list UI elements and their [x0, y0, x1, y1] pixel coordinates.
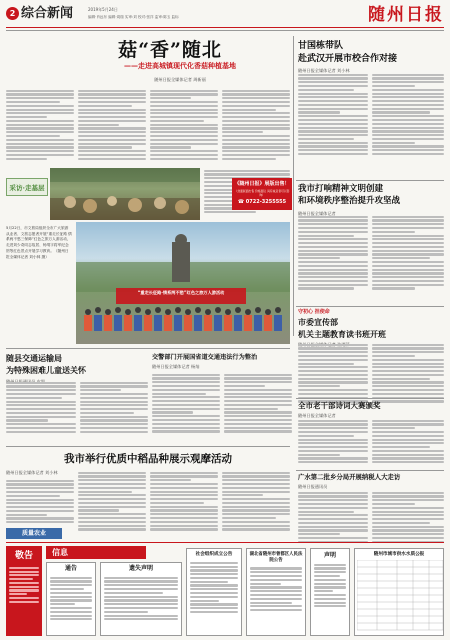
transport-top-rule	[6, 348, 290, 349]
statement-title: 声明	[323, 552, 336, 559]
product-byline: 随州日报全媒体记者 刘小林	[6, 470, 58, 475]
hero-title: 广水第二批乡分局开展纳税人大走访	[298, 473, 401, 481]
brand-tag	[6, 528, 62, 539]
traffic-col-1	[152, 372, 220, 434]
ad-sale-title: 《随州日报》展版出售！	[234, 181, 290, 187]
society-lines	[187, 558, 241, 617]
civility-title-1: 我市打响精神文明创建	[298, 184, 384, 194]
lost-title: 遗失声明	[128, 565, 153, 572]
traffic-byline: 随州日报全媒体记者 杨灿	[152, 364, 200, 370]
court-box	[246, 548, 306, 636]
ad-sale-phone: ☎ 0722-3255555	[237, 199, 287, 206]
right-top-title-2: 赴武汉开展市校合作对接	[298, 54, 398, 65]
hero-byline: 随州日报通讯员	[298, 483, 328, 489]
study-kicker: 守初心 担使命	[298, 309, 330, 315]
transport-col-2	[80, 380, 148, 435]
hero-col-1	[298, 490, 368, 545]
hero-headline	[298, 473, 444, 489]
right-top-headline	[298, 40, 444, 74]
transport-title-2: 为特殊困难儿童送关怀	[6, 365, 86, 375]
right-column-divider	[293, 36, 294, 336]
society-box	[186, 548, 242, 636]
right-top-col-2	[372, 72, 444, 157]
product-col-3	[150, 470, 218, 532]
section-title: 综合新闻	[21, 6, 74, 21]
kicker-box	[6, 178, 48, 196]
lead-col-1	[6, 88, 74, 161]
date-line: 2019年5月24日	[88, 7, 118, 12]
lead-subtitle: ——走进高城镇现代化香菇种植基地	[124, 62, 236, 70]
civility-col-1	[298, 214, 368, 291]
masthead-thin-rule	[6, 30, 444, 31]
water-quality-title: 随州市城市供水水质公报	[373, 552, 425, 557]
paper-logo	[368, 4, 444, 27]
mushroom-photo	[50, 168, 200, 220]
statement-lines	[311, 560, 349, 611]
workers-title: 全市老干部诗词大赛颁奖	[298, 401, 381, 410]
right-top-byline: 随州日报全媒体记者 刘小林	[298, 68, 350, 74]
product-col-4	[222, 470, 290, 532]
study-col-2	[372, 342, 444, 404]
lead-title-text: 菇“香”随北	[118, 39, 222, 61]
brand-tag-text: 质量农业	[21, 530, 46, 537]
study-top-rule	[296, 306, 444, 307]
mushroom-photo-graphic	[50, 168, 200, 220]
lead-col-3	[150, 88, 218, 161]
hero-col-2	[372, 490, 444, 545]
court-title: 湖北省随州市曾都区人民法院公告	[249, 552, 303, 563]
workers-top-rule	[296, 398, 444, 399]
court-lines	[247, 564, 305, 615]
water-quality-box	[354, 548, 444, 636]
notice-lines	[47, 573, 95, 624]
group-photo-graphic	[76, 222, 290, 344]
civility-top-rule	[296, 180, 444, 181]
society-title: 社会组织成立公告	[195, 552, 233, 557]
group-photo-banner: “重走长征路·情系两不愁”红色之旅万人游活动	[137, 290, 225, 295]
lead-title	[70, 38, 270, 64]
product-title: 我市举行优质中稻品种展示观摩活动	[64, 453, 232, 465]
editor-line: 编辑·肖远东 编辑·周瑞 实审:刘 校对:张洋 监审:陈玉 监标	[88, 15, 179, 19]
ad-sale-box[interactable]	[232, 178, 292, 210]
info-header	[46, 546, 146, 559]
civility-title-2: 和环境秩序整治提升攻坚战	[298, 196, 401, 207]
transport-col-1	[6, 380, 76, 435]
page-number: 2	[9, 9, 16, 18]
civility-col-2	[372, 214, 444, 291]
lost-lines	[101, 573, 181, 624]
right-top-title-1: 甘国栋带队	[298, 41, 344, 51]
paper-name: 随州日报	[368, 5, 444, 25]
product-col-2	[78, 470, 146, 532]
traffic-title: 交警部门开展国省道交通违法行为整治	[152, 354, 258, 361]
lead-col-4	[222, 88, 290, 161]
water-quality-table	[357, 560, 443, 632]
info-title: 信息	[52, 548, 68, 557]
transport-title-1: 随县交通运输局	[6, 354, 62, 363]
respect-title: 敬告	[14, 551, 33, 561]
group-photo	[76, 222, 290, 344]
civility-headline	[298, 184, 444, 217]
ad-sale-line2: （封面版面出售 价格面议 具有诚意者可以咨询）	[234, 188, 290, 197]
notices-top-rule	[6, 542, 444, 543]
traffic-col-2	[224, 372, 292, 434]
page-number-badge	[6, 7, 19, 20]
workers-byline: 随州日报全媒体记者	[298, 413, 336, 419]
masthead-rule	[6, 27, 444, 28]
photo-caption-box	[6, 226, 72, 326]
study-col-1	[298, 342, 368, 404]
workers-col-1	[298, 418, 368, 465]
lost-box	[100, 562, 182, 636]
product-headline	[6, 452, 290, 466]
traffic-headline	[152, 354, 292, 370]
study-title-1: 市委宣传部	[298, 317, 338, 327]
lead-byline: 随州日报全媒体记者 周新丽	[154, 77, 206, 82]
hero-top-rule	[296, 470, 444, 471]
notice-box	[46, 562, 96, 636]
respect-lines	[6, 562, 42, 607]
photo-caption-text: 5月22日，市文旅局组织全市广大旅游从业者、文旅志愿者开展“重走长征路 情系两不愁三保障”红色之旅万人游活动，走进刘少奇同志故居、杨靖宇将军纪念馆等红色景点开展学习教育。（随州日报全媒体记者 刘小林 摄）	[6, 226, 72, 259]
notice-title: 通告	[64, 565, 77, 572]
study-title-2: 机关主题教育读书班开班	[298, 329, 386, 339]
statement-box	[310, 548, 350, 636]
workers-headline	[298, 401, 444, 419]
kicker-text: 采访·走基层	[9, 184, 45, 192]
lead-col-2	[78, 88, 146, 161]
civility-byline: 随州日报全媒体记者	[298, 210, 336, 216]
workers-col-2	[372, 418, 444, 465]
product-col-1	[6, 478, 74, 525]
right-top-col-1	[298, 72, 368, 157]
product-top-rule	[6, 446, 290, 447]
respect-box	[6, 546, 42, 636]
